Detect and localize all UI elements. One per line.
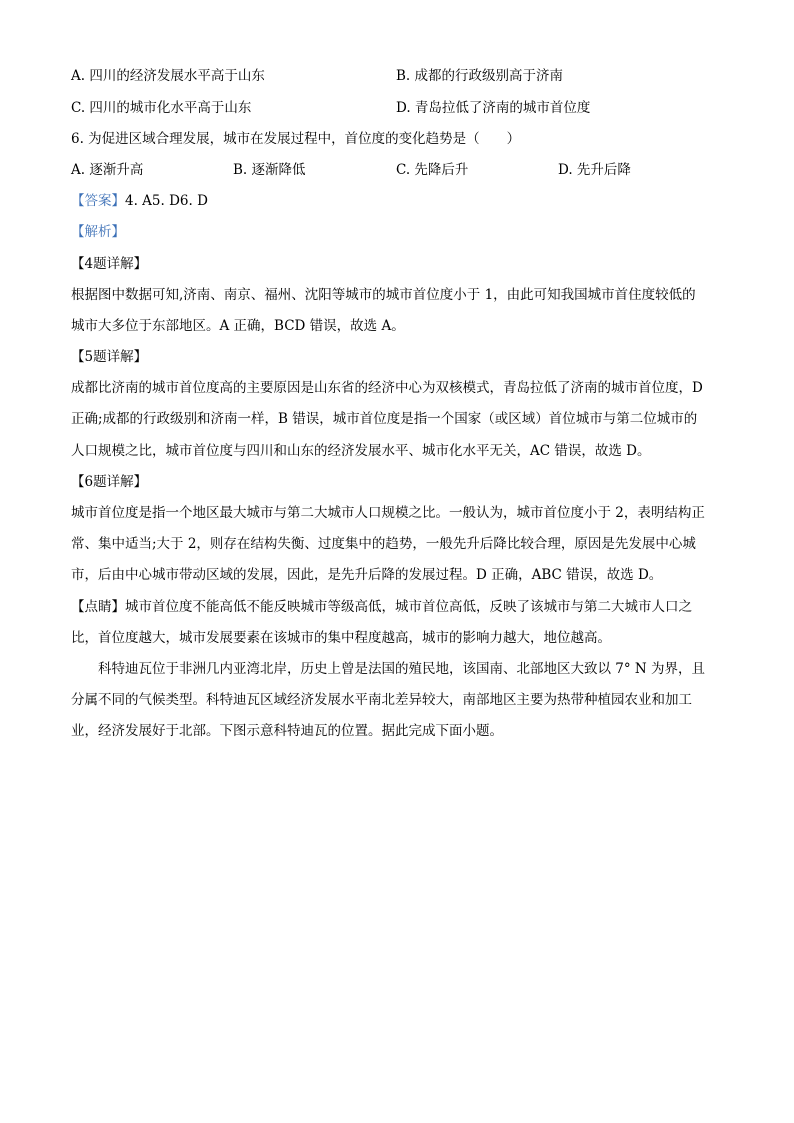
detail4-heading: 【4题详解】	[71, 256, 148, 272]
answer-text: 4. A5. D6. D	[125, 193, 208, 209]
detail4-line: 根据图中数据可知,济南、南京、福州、沈阳等城市的城市首位度小于 1，由此可知我国城市首住度较低的	[71, 287, 696, 303]
detail6-line: 市，后由中心城市带动区域的发展，因此，是先升后降的发展过程。D 正确，ABC 错误，故选 D。	[71, 567, 663, 583]
answer-line	[71, 191, 208, 211]
q5-option-b: B. 成都的行政级别高于济南	[396, 68, 564, 84]
detail6-line: 常、集中适当;大于 2，则存在结构失衡、过度集中的趋势，一般先升后降比较合理，原因是先发展中心城	[71, 536, 696, 552]
q5-option-a: A. 四川的经济发展水平高于山东	[71, 68, 265, 84]
q6-stem: 6. 为促进区域合理发展，城市在发展过程中，首位度的变化趋势是（ ）	[71, 131, 521, 147]
q6-option-b: B. 逐渐降低	[233, 162, 306, 178]
highlight-tag: 【点睛】	[71, 599, 125, 615]
detail5-line: 人口规模之比，城市首位度与四川和山东的经济发展水平、城市化水平无关，AC 错误，故选 D。	[71, 443, 651, 459]
q5-option-c: C. 四川的城市化水平高于山东	[71, 100, 252, 116]
analysis-tag: 【解析】	[71, 224, 125, 240]
detail6-line: 城市首位度是指一个地区最大城市与第二大城市人口规模之比。一般认为，城市首位度小于 2，表明结构正	[71, 505, 705, 521]
detail6-heading: 【6题详解】	[71, 474, 148, 490]
detail5-line: 成都比济南的城市首位度高的主要原因是山东省的经济中心为双核模式，青岛拉低了济南的城市首位度，D	[71, 380, 703, 396]
highlight-line	[71, 597, 692, 617]
answer-tag: 【答案】	[71, 193, 125, 209]
passage-line: 分属不同的气候类型。科特迪瓦区域经济发展水平南北差异较大，南部地区主要为热带种植园农业和加工	[71, 692, 692, 708]
detail5-line: 正确;成都的行政级别和济南一样，B 错误，城市首位度是指一个国家（或区域）首位城市与第二位城市的	[71, 411, 698, 427]
q6-option-d: D. 先升后降	[558, 162, 631, 178]
detail4-line: 城市大多位于东部地区。A 正确，BCD 错误，故选 A。	[71, 318, 405, 334]
q5-option-d: D. 青岛拉低了济南的城市首位度	[396, 100, 591, 116]
highlight-line: 比，首位度越大，城市发展要素在该城市的集中程度越高，城市的影响力越大，地位越高。	[71, 630, 611, 646]
q6-option-a: A. 逐渐升高	[71, 162, 144, 178]
passage-line: 科特迪瓦位于非洲几内亚湾北岸，历史上曾是法国的殖民地，该国南、北部地区大致以 7° N 为界，且	[98, 661, 706, 677]
highlight-text: 城市首位度不能高低不能反映城市等级高低，城市首位高低，反映了该城市与第二大城市人口之	[125, 599, 692, 615]
q6-option-c: C. 先降后升	[396, 162, 469, 178]
detail5-heading: 【5题详解】	[71, 349, 148, 365]
passage-line: 业，经济发展好于北部。下图示意科特迪瓦的位置。据此完成下面小题。	[71, 723, 503, 739]
